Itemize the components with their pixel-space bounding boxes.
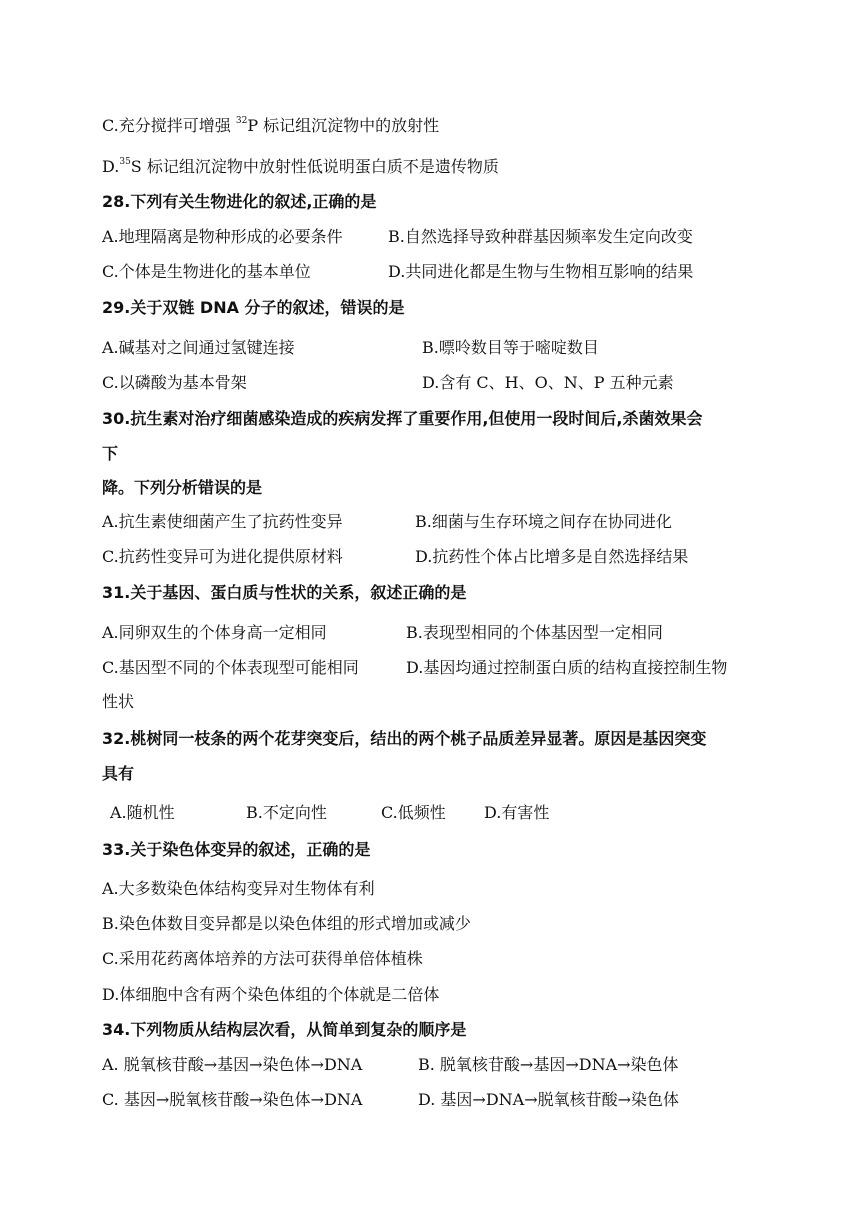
option-a-33: A.大多数染色体结构变异对生物体有利: [102, 879, 375, 898]
option-d-30: D.抗药性个体占比增多是自然选择结果: [415, 547, 689, 566]
option-d-31-cont: 性状: [102, 692, 135, 711]
option-d-32: D.有害性: [484, 803, 550, 822]
question-33: 33.关于染色体变异的叙述，正确的是: [102, 840, 371, 859]
option-b-31: B.表现型相同的个体基因型一定相同: [406, 623, 663, 642]
option-a-28: A.地理隔离是物种形成的必要条件: [102, 227, 343, 246]
option-b-28: B.自然选择导致种群基因频率发生定向改变: [388, 227, 693, 246]
question-30-line-2: 下: [102, 444, 119, 463]
option-b-29: B.嘌呤数目等于嘧啶数目: [422, 338, 599, 357]
question-31: 31.关于基因、蛋白质与性状的关系，叙述正确的是: [102, 583, 467, 602]
option-b-32: B.不定向性: [246, 803, 327, 822]
option-c-29: C.以磷酸为基本骨架: [102, 373, 247, 392]
question-28: 28.下列有关生物进化的叙述,正确的是: [102, 192, 377, 211]
option-a-31: A.同卵双生的个体身高一定相同: [102, 623, 327, 642]
option-c-34: C. 基因→脱氧核苷酸→染色体→DNA: [102, 1090, 363, 1109]
option-c-28: C.个体是生物进化的基本单位: [102, 262, 311, 281]
question-32-line-1: 32.桃树同一枝条的两个花芽突变后，结出的两个桃子品质差异显著。原因是基因突变: [102, 729, 707, 748]
question-34: 34.下列物质从结构层次看，从简单到复杂的顺序是: [102, 1020, 467, 1039]
question-30-line-1: 30.抗生素对治疗细菌感染造成的疾病发挥了重要作用,但使用一段时间后,杀菌效果会: [102, 409, 703, 428]
question-32-line-2: 具有: [102, 764, 135, 783]
option-d-33: D.体细胞中含有两个染色体组的个体就是二倍体: [102, 985, 440, 1004]
option-c-32: C.低频性: [381, 803, 446, 822]
option-c-27: C.充分搅拌可增强 $^{32}$P 标记组沉淀物中的放射性: [102, 116, 440, 135]
option-c-30: C.抗药性变异可为进化提供原材料: [102, 547, 343, 566]
option-a-30: A.抗生素使细菌产生了抗药性变异: [102, 512, 343, 531]
option-d-31: D.基因均通过控制蛋白质的结构直接控制生物: [406, 658, 728, 677]
option-a-34: A. 脱氧核苷酸→基因→染色体→DNA: [102, 1055, 363, 1074]
option-d-34: D. 基因→DNA→脱氧核苷酸→染色体: [418, 1090, 680, 1109]
option-d-29: D.含有 C、H、O、N、P 五种元素: [422, 373, 674, 392]
question-30-line-3: 降。下列分析错误的是: [102, 478, 263, 497]
option-a-29: A.碱基对之间通过氢键连接: [102, 338, 295, 357]
option-b-34: B. 脱氧核苷酸→基因→DNA→染色体: [418, 1055, 679, 1074]
option-b-30: B.细菌与生存环境之间存在协同进化: [415, 512, 672, 531]
option-b-33: B.染色体数目变异都是以染色体组的形式增加或减少: [102, 914, 471, 933]
option-d-28: D.共同进化都是生物与生物相互影响的结果: [388, 262, 694, 281]
option-c-33: C.采用花药离体培养的方法可获得单倍体植株: [102, 949, 423, 968]
question-29: 29.关于双链 DNA 分子的叙述，错误的是: [102, 298, 405, 317]
option-a-32: A.随机性: [110, 803, 175, 822]
option-c-31: C.基因型不同的个体表现型可能相同: [102, 658, 359, 677]
option-d-27: D.$^{35}$S 标记组沉淀物中放射性低说明蛋白质不是遗传物质: [102, 157, 499, 176]
